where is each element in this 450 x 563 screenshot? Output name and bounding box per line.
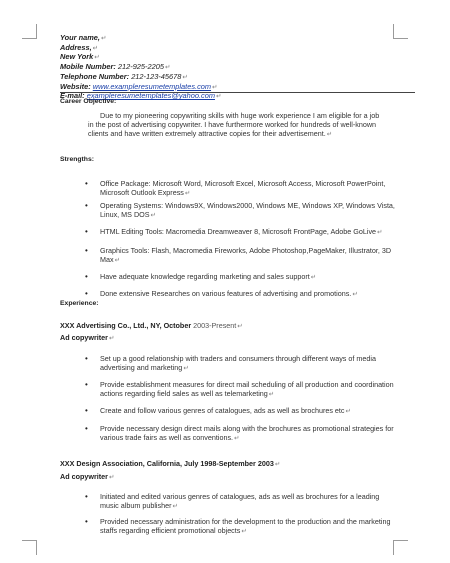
email-link[interactable]: exampleresumetemplates@yahoo.com xyxy=(86,91,215,101)
list-item: • Provided necessary administration for the development to the production and the marketing staffs regarding efficient promotional objects↵ xyxy=(100,518,400,537)
mobile-value: 212-925-2205 xyxy=(117,62,164,72)
job-2-duties xyxy=(100,493,400,537)
crop-mark-bottom-right xyxy=(393,540,408,555)
objective-paragraph: Due to my pioneering copywriting skills with huge work experience I am eligible for a job in the post of advertising copywriter. I have furthermore worked for hundreds of well-known clients and have written extremely attractive copies for their advertisement.↵ xyxy=(88,111,380,138)
name-text: Your name, xyxy=(60,33,100,42)
experience-heading: Experience: xyxy=(60,300,99,307)
email-label: E-mail: xyxy=(60,91,85,101)
list-item: • Initiated and edited various genres of catalogues, ads as well as brochures for a leading music album publisher↵ xyxy=(100,493,400,518)
objective-text: Due to my pioneering copywriting skills with huge work experience I am eligible for a job in the post of advertising copywriter. I have furthermore worked for hundreds of well-known clients and have written extremely attractive copies for their advertisement. xyxy=(88,111,380,138)
list-item: • HTML Editing Tools: Macromedia Dreamweaver 8, Microsoft FrontPage, Adobe GoLive↵ xyxy=(100,228,400,247)
list-item: • Provide necessary design direct mails along with the brochures as promotional strategies for various trade fairs as well as conventions.↵ xyxy=(100,425,400,444)
job-2-role: Ad copywriter↵ xyxy=(60,472,115,481)
website-label: Website: xyxy=(60,81,91,91)
telephone-value: 212-123-45678 xyxy=(131,71,182,81)
list-item: • Set up a good relationship with traders and consumers through different ways of media advertising and marketing↵ xyxy=(100,355,400,381)
header-divider xyxy=(60,92,415,93)
list-item: • Have adequate knowledge regarding marketing and sales support↵ xyxy=(100,273,400,290)
job-1-role: Ad copywriter↵ xyxy=(60,333,115,342)
mobile-label: Mobile Number: xyxy=(60,62,116,72)
list-item: • Graphics Tools: Flash, Macromedia Fireworks, Adobe Photoshop,PageMaker, Illustrator, 3D Max↵ xyxy=(100,247,400,273)
crop-mark-bottom-left xyxy=(22,540,37,555)
crop-mark-top-left xyxy=(22,24,37,39)
website-link[interactable]: www.exampleresumetemplates.com xyxy=(92,81,212,91)
strengths-list xyxy=(100,180,400,300)
telephone-label: Telephone Number: xyxy=(60,71,130,81)
crop-mark-top-right xyxy=(393,24,408,39)
list-item: • Provide establishment measures for direct mail scheduling of all production and coordination actions regarding field sales as well as telemarketing↵ xyxy=(100,381,400,407)
list-item: • Office Package: Microsoft Word, Microsoft Excel, Microsoft Access, Microsoft PowerPoint, Microsoft Outlook Express↵ xyxy=(100,180,400,202)
list-item: • Operating Systems: Windows9X, Windows2000, Windows ME, Windows XP, Windows Vista, Linux, MS DOS↵ xyxy=(100,202,400,228)
strengths-heading: Strengths: xyxy=(60,156,94,163)
address-text: Address, xyxy=(60,42,92,52)
job-2-company: XXX Design Association, California, July 1998-September 2003↵ xyxy=(60,459,281,468)
list-item: • Done extensive Researches on various features of advertising and promotions.↵ xyxy=(100,290,400,300)
contact-header: Your name,↵ Address,↵ New York↵ Mobile Number: 212-925-2205↵ Telephone Number: 212-123-45678↵ Website: www.exampleresumetemplates.com↵ E-mail: exampleresumetemplates@yahoo.com↵ xyxy=(60,33,222,101)
city-text: New York xyxy=(60,52,94,62)
objective-heading: Career Objective: xyxy=(60,98,117,105)
job-1-company: XXX Advertising Co., Ltd., NY, October 2003-Present↵ xyxy=(60,321,243,330)
list-item: • Create and follow various genres of catalogues, ads as well as brochures etc↵ xyxy=(100,407,400,425)
job-1-duties xyxy=(100,355,400,444)
